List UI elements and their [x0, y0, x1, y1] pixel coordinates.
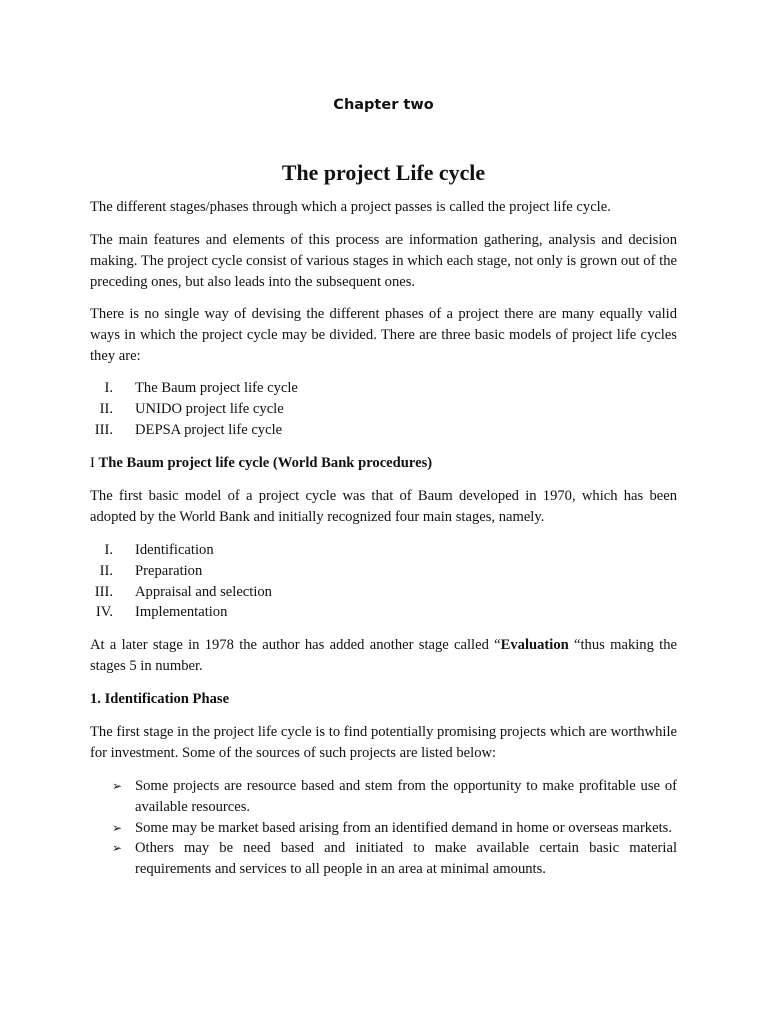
- evaluation-paragraph: [90, 635, 677, 677]
- list-number: I.: [104, 542, 113, 558]
- features-paragraph: The main features and elements of this process are information gathering, analysis and decision making. The project cycle consist of various stages in which each stage, not only is grown out of the preceding ones, but also leads into the subsequent ones.: [90, 232, 677, 290]
- section-title: The project Life cycle: [281, 160, 486, 185]
- intro-paragraph: The different stages/phases through which a project passes is called the project life cycle.: [90, 199, 611, 215]
- list-item-text: Some projects are resource based and stem from the opportunity to make profitable use of available resources.: [135, 778, 677, 815]
- list-item: [90, 582, 677, 603]
- list-item: [90, 818, 677, 839]
- list-item: [90, 602, 677, 623]
- list-item: [90, 378, 677, 399]
- identification-paragraph: The first stage in the project life cycle is to find potentially promising projects which are worthwhile for investment. Some of the sources of such projects are listed below:: [90, 724, 677, 761]
- list-item: [90, 561, 677, 582]
- list-item: [90, 399, 677, 420]
- list-item-label: UNIDO project life cycle: [135, 400, 284, 417]
- identification-heading: 1. Identification Phase: [90, 691, 230, 707]
- list-item-text: Others may be need based and initiated to make available certain basic material requirements and services to all people in an area at minimal amounts.: [135, 840, 677, 878]
- evaluation-text-after: “thus making the stages 5 in number.: [90, 637, 677, 674]
- arrow-bullet-icon: ➢: [112, 841, 123, 856]
- list-item-label: Implementation: [135, 604, 228, 621]
- evaluation-text-before: At a later stage in 1978 the author has added another stage called “: [90, 637, 501, 653]
- list-number: III.: [94, 421, 113, 438]
- list-item-text: Some may be market based arising from an identified demand in home or overseas markets.: [135, 819, 672, 836]
- list-number: II.: [99, 400, 113, 417]
- evaluation-bold: Evaluation: [500, 637, 569, 653]
- list-item-label: Identification: [135, 542, 214, 558]
- list-item: [90, 776, 677, 818]
- baum-heading: [90, 453, 677, 474]
- sources-list: [90, 776, 677, 880]
- baum-paragraph: The first basic model of a project cycle was that of Baum developed in 1970, which has been adopted by the World Bank and initially recognized four main stages, namely.: [90, 488, 677, 525]
- arrow-bullet-icon: ➢: [112, 779, 123, 793]
- arrow-bullet-icon: ➢: [112, 820, 123, 835]
- models-paragraph: There is no single way of devising the different phases of a project there are many equally valid ways in which the project cycle may be divided. There are three basic models of project life cycles they are:: [90, 306, 677, 364]
- list-item-label: The Baum project life cycle: [135, 380, 298, 396]
- list-number: III.: [94, 583, 113, 600]
- list-item-label: Preparation: [135, 562, 203, 579]
- list-item-label: DEPSA project life cycle: [135, 421, 283, 438]
- stages-list: [90, 540, 677, 623]
- list-item: [90, 540, 677, 561]
- list-number: IV.: [95, 604, 113, 621]
- list-item-label: Appraisal and selection: [135, 583, 272, 600]
- baum-heading-text: The Baum project life cycle (World Bank procedures): [98, 455, 433, 471]
- list-item: [90, 420, 677, 441]
- list-number: II.: [99, 562, 113, 579]
- list-item: [90, 838, 677, 880]
- baum-heading-prefix: I: [90, 455, 99, 471]
- list-number: I.: [104, 380, 113, 396]
- document-page: [90, 0, 677, 1024]
- chapter-title: Chapter two: [333, 97, 434, 113]
- models-list: [90, 378, 677, 440]
